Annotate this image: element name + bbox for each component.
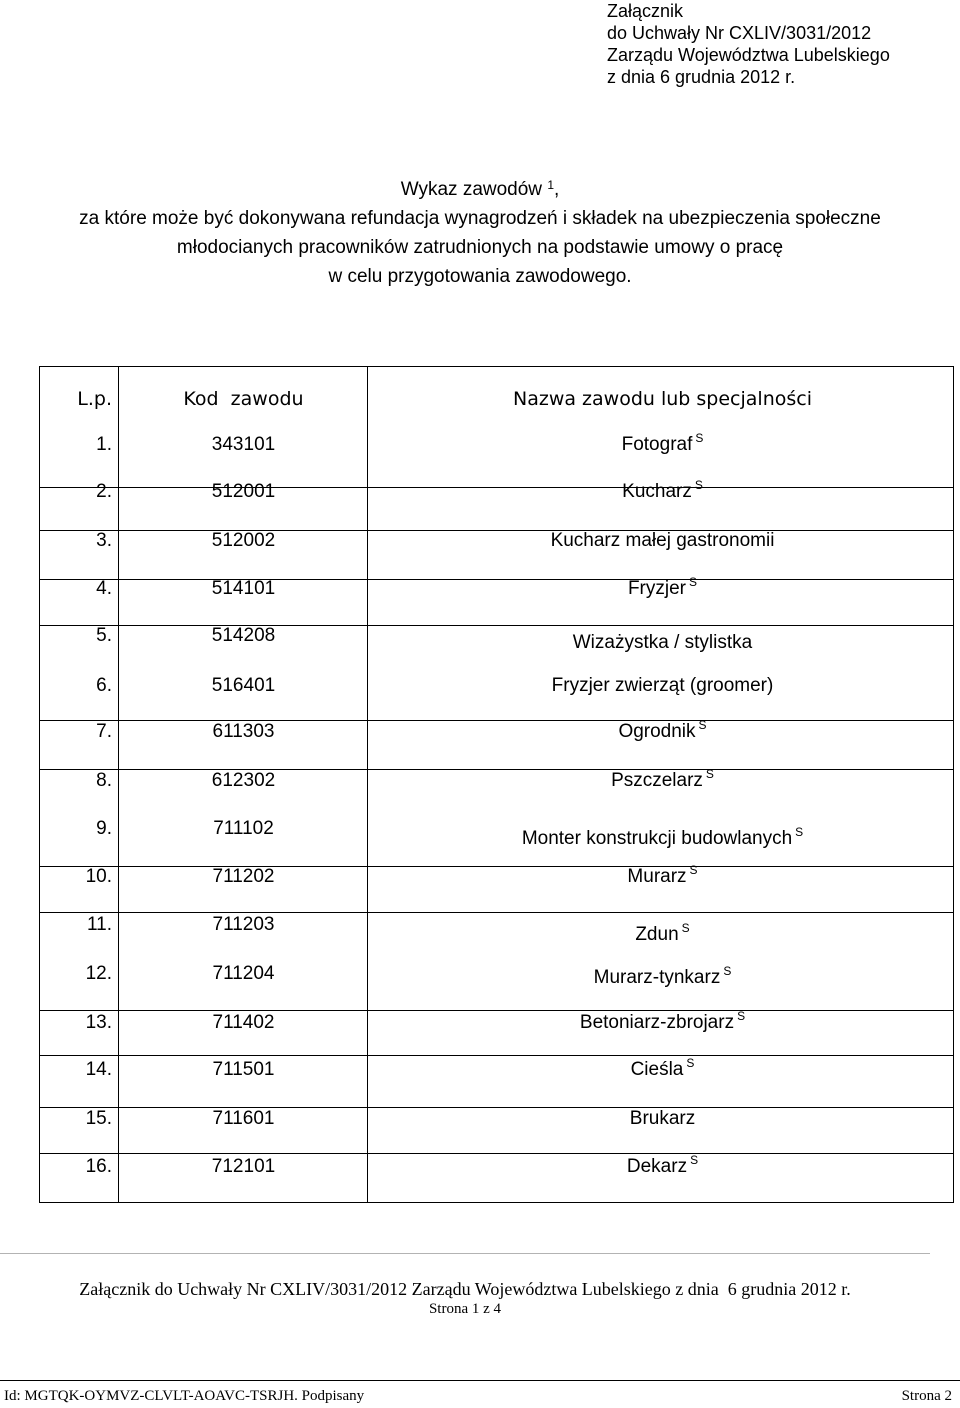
row-divider <box>40 912 953 913</box>
row-occupation-name <box>370 718 955 743</box>
row-lp: 1. <box>96 434 112 455</box>
row-lp: 3. <box>96 530 112 551</box>
row-occupation-name <box>370 1009 955 1034</box>
row-divider <box>40 1055 953 1056</box>
row-occupation-code: 516401 <box>211 675 276 696</box>
superscript-marker: S <box>694 478 703 492</box>
row-occupation-name <box>370 767 955 792</box>
row-occupation-code: 514101 <box>211 578 276 599</box>
column-divider-kod <box>367 367 368 1202</box>
row-occupation-code: 512002 <box>211 530 276 551</box>
row-occupation-name <box>370 825 955 850</box>
row-lp: 12. <box>85 963 112 984</box>
row-occupation-code: 343101 <box>211 434 276 455</box>
occupation-name-text: Pszczelarz <box>611 770 703 791</box>
row-occupation-name <box>370 675 955 697</box>
occupation-name-text: Zdun <box>635 924 679 945</box>
row-occupation-name <box>370 632 955 654</box>
title-line-3: młodocianych pracowników zatrudnionych na podstawie umowy o pracę <box>176 237 784 258</box>
row-lp: 15. <box>85 1108 112 1129</box>
row-occupation-name <box>370 863 955 888</box>
document-signature-id: Id: MGTQK-OYMVZ-CLVLT-AOAVC-TSRJH. Podpisany <box>4 1388 365 1404</box>
superscript-marker: S <box>686 1056 695 1070</box>
row-lp: 7. <box>96 721 112 742</box>
row-lp: 14. <box>85 1059 112 1080</box>
row-divider <box>40 1153 953 1154</box>
column-divider-lp <box>118 367 119 1202</box>
superscript-marker: S <box>737 1009 746 1023</box>
column-header-lp: L.p. <box>77 388 112 410</box>
occupation-name-text: Dekarz <box>626 1156 688 1177</box>
row-occupation-name <box>370 921 955 946</box>
occupation-name-text: Betoniarz-zbrojarz <box>579 1012 735 1033</box>
row-occupation-code: 611303 <box>212 721 275 742</box>
row-occupation-code: 711102 <box>213 818 274 839</box>
title-line-1-text: Wykaz zawodów <box>400 179 543 200</box>
footer-page-number: Strona 1 z 4 <box>428 1301 502 1317</box>
superscript-marker: S <box>723 964 732 978</box>
row-lp: 9. <box>96 818 112 839</box>
row-divider <box>40 1010 953 1011</box>
row-occupation-code: 711204 <box>212 963 275 984</box>
footer-divider <box>0 1253 930 1254</box>
row-occupation-name <box>370 478 955 503</box>
row-lp: 8. <box>96 770 112 791</box>
row-lp: 11. <box>86 914 112 935</box>
occupation-name-text: Fryzjer <box>627 578 687 599</box>
row-lp: 2. <box>96 481 112 502</box>
title-line-2: za które może być dokonywana refundacja wynagrodzeń i składek na ubezpieczenia społeczne <box>79 208 881 229</box>
row-occupation-name <box>370 530 955 552</box>
row-occupation-code: 514208 <box>211 625 276 646</box>
occupations-table <box>39 366 954 1203</box>
row-lp: 16. <box>85 1156 112 1177</box>
occupation-name-text: Murarz-tynkarz <box>593 967 721 988</box>
header-line-2: do Uchwały Nr CXLIV/3031/2012 <box>607 23 872 43</box>
document-title <box>0 175 960 291</box>
row-lp: 13. <box>85 1012 112 1033</box>
superscript-marker: S <box>698 718 707 732</box>
row-occupation-code: 712101 <box>211 1156 276 1177</box>
occupation-name-text: Ogrodnik <box>618 721 696 742</box>
superscript-marker: S <box>705 767 714 781</box>
row-occupation-name <box>370 1153 955 1178</box>
column-header-nazwa: Nazwa zawodu lub specjalności <box>513 388 812 410</box>
header-line-1: Załącznik <box>607 1 684 21</box>
occupation-name-text: Cieśla <box>630 1059 684 1080</box>
superscript-marker: S <box>795 825 804 839</box>
row-occupation-code: 612302 <box>211 770 276 791</box>
row-occupation-code: 711203 <box>212 914 275 935</box>
bottom-page-number: Strona 2 <box>901 1388 952 1404</box>
row-lp: 5. <box>96 625 112 646</box>
title-line-1 <box>0 175 960 204</box>
occupation-name-text: Kucharz małej gastronomii <box>550 530 775 551</box>
row-occupation-name <box>370 1056 955 1081</box>
row-lp: 4. <box>96 578 112 599</box>
row-occupation-code: 711501 <box>212 1059 275 1080</box>
row-occupation-code: 512001 <box>211 481 276 502</box>
footer-attachment-text: Załącznik do Uchwały Nr CXLIV/3031/2012 Zarządu Województwa Lubelskiego z dnia 6 grudnia 2012 r. <box>79 1279 851 1299</box>
row-occupation-code: 711601 <box>212 1108 275 1129</box>
header-line-3: Zarządu Województwa Lubelskiego <box>607 45 890 65</box>
occupation-name-text: Monter konstrukcji budowlanych <box>521 828 793 849</box>
occupation-name-text: Fotograf <box>621 434 693 455</box>
row-occupation-name <box>370 1108 955 1130</box>
row-occupation-code: 711202 <box>212 866 275 887</box>
title-footnote-marker: 1 <box>547 178 554 192</box>
bottom-divider <box>0 1380 960 1381</box>
superscript-marker: S <box>681 921 690 935</box>
row-occupation-code: 711402 <box>212 1012 275 1033</box>
superscript-marker: S <box>689 863 698 877</box>
title-line-1-suffix: , <box>554 179 560 200</box>
superscript-marker: S <box>690 1153 699 1167</box>
header-line-4: z dnia 6 grudnia 2012 r. <box>607 67 796 87</box>
row-lp: 6. <box>96 675 112 696</box>
occupation-name-text: Brukarz <box>629 1108 696 1129</box>
occupation-name-text: Wizażystka / stylistka <box>572 632 753 653</box>
row-occupation-name <box>370 575 955 600</box>
row-occupation-name <box>370 431 955 456</box>
superscript-marker: S <box>689 575 698 589</box>
title-line-4: w celu przygotowania zawodowego. <box>328 266 632 287</box>
column-header-kod: Kod zawodu <box>183 388 304 410</box>
occupation-name-text: Fryzjer zwierząt (groomer) <box>551 675 774 696</box>
row-lp: 10. <box>85 866 112 887</box>
attachment-header <box>607 0 890 88</box>
occupation-name-text: Kucharz <box>622 481 692 502</box>
occupation-name-text: Murarz <box>627 866 687 887</box>
superscript-marker: S <box>695 431 704 445</box>
row-occupation-name <box>370 964 955 989</box>
